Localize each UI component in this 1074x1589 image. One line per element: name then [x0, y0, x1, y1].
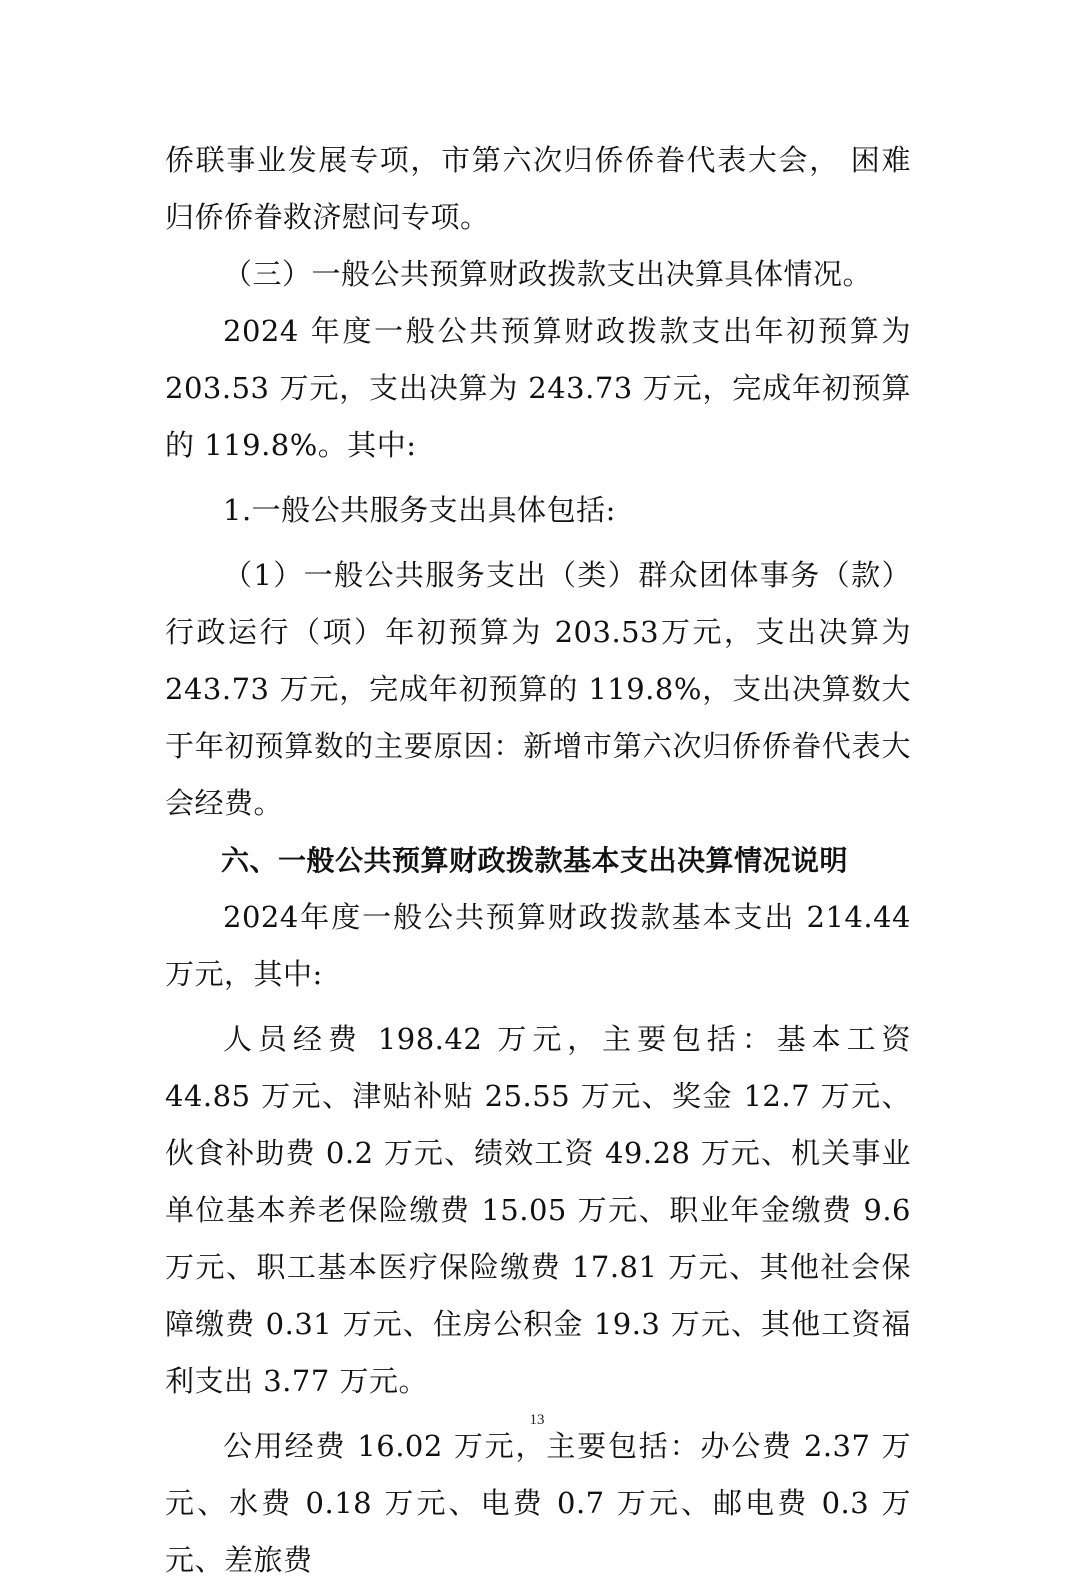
page-number: 13 — [529, 1412, 545, 1428]
paragraph-basic-expenditure: 2024年度一般公共预算财政拨款基本支出 214.44万元，其中: — [165, 900, 911, 991]
list-item-1-1: （1）一般公共服务支出（类）群众团体事务（款）行政运行（项）年初预算为 203.53万元，支出决算为 243.73 万元，完成年初预算的 119.8%，支出决算数大于年初预算数的主要原因：新增市第六次归侨侨眷代表大会经费。 — [165, 558, 911, 820]
paragraph-personnel-expenses: 人员经费 198.42 万元，主要包括：基本工资 44.85 万元、津贴补贴 25.55 万元、奖金 12.7 万元、伙食补助费 0.2 万元、绩效工资 49.28 万元、机关事业单位基本养老保险缴费 15.05 万元、职业年金缴费 9.6 万元、职工基本医疗保险缴费 17.81 万元、其他社会保障缴费 0.31 万元、住房公积金 19.3 万元、其他工资福利支出 3.77 万元。 — [165, 1022, 911, 1398]
subsection-heading-3: （三）一般公共预算财政拨款支出决算具体情况。 — [223, 257, 873, 291]
list-item-1: 1.一般公共服务支出具体包括: — [223, 493, 616, 527]
document-body — [165, 132, 911, 1589]
paragraph-continuation: 侨联事业发展专项，市第六次归侨侨眷代表大会， 困难归侨侨眷救济慰问专项。 — [165, 143, 911, 234]
section-heading-6: 六、一般公共预算财政拨款基本支出决算情况说明 — [221, 844, 849, 877]
paragraph-budget-summary: 2024 年度一般公共预算财政拨款支出年初预算为 203.53 万元，支出决算为 243.73 万元，完成年初预算的 119.8%。其中: — [165, 314, 911, 462]
paragraph-public-expenses: 公用经费 16.02 万元，主要包括：办公费 2.37 万元、水费 0.18 万元、电费 0.7 万元、邮电费 0.3 万元、差旅费 — [165, 1429, 911, 1577]
